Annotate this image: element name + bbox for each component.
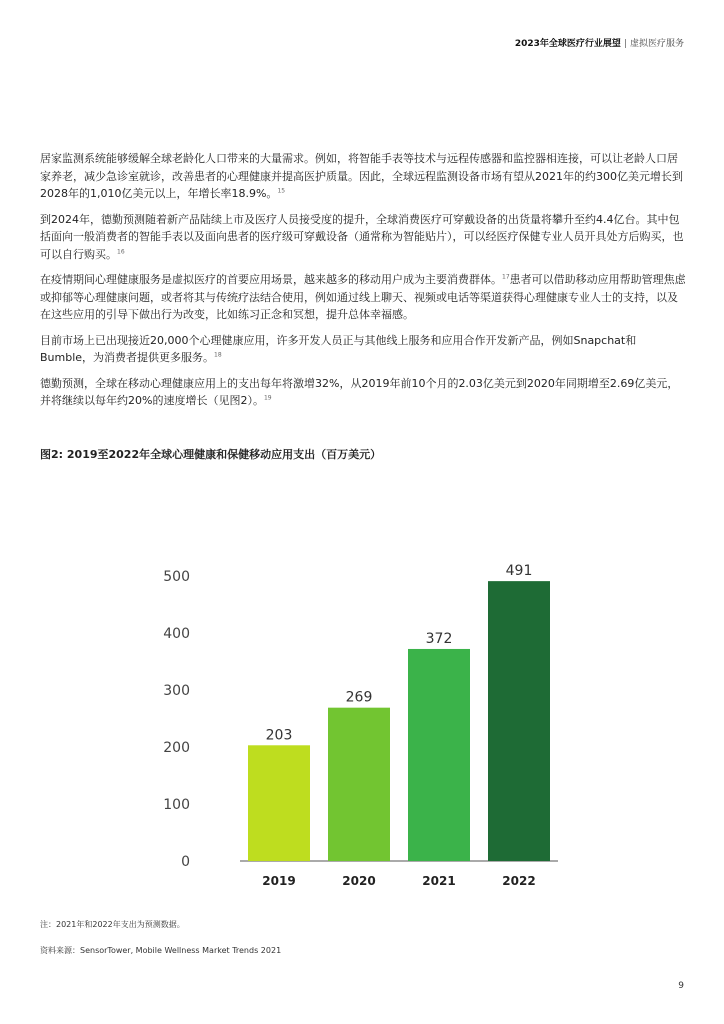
footnote-ref: 17 <box>502 273 510 281</box>
data-label: 491 <box>505 563 533 580</box>
paragraph <box>40 332 688 367</box>
chart-note: 注：2021年和2022年支出为预测数据。 <box>40 920 185 929</box>
x-tick-label: 2022 <box>502 874 536 888</box>
y-tick-label: 200 <box>163 740 190 756</box>
page-number: 9 <box>678 981 684 991</box>
footnote-ref: 15 <box>277 187 286 195</box>
paragraph-text: 患者可以借助移动应用帮助管理焦虑或抑郁等心理健康问题，或者将其与传统疗法结合使用，例如通过线上聊天、视频或电话等渠道获得心理健康专业人士的支持，以及在这些应用的引导下做出行为改变，比如练习正念和冥想，提升总体幸福感。 <box>40 273 686 321</box>
paragraph <box>40 150 688 203</box>
body-text <box>40 150 688 418</box>
bar <box>488 581 550 861</box>
footnote-ref: 18 <box>214 351 222 359</box>
page-header <box>515 36 684 49</box>
section-name: 虚拟医疗服务 <box>629 39 684 49</box>
paragraph-text: 居家监测系统能够缓解全球老龄化人口带来的大量需求。例如，将智能手表等技术与远程传感器和监控器相连接，可以让老龄人口居家养老，减少急诊室就诊，改善患者的心理健康并提高医护质量。因此，全球远程监测设备市场有望从2021年的约300亿美元增长到2028年的1,010亿美元以上，年增长率18.9%。 <box>40 152 683 200</box>
paragraph <box>40 211 688 264</box>
x-tick-label: 2020 <box>342 874 376 888</box>
report-title: 2023年全球医疗行业展望 <box>514 39 621 49</box>
bar <box>328 708 390 861</box>
x-tick-label: 2019 <box>262 874 296 888</box>
paragraph <box>40 375 688 410</box>
paragraph <box>40 271 688 324</box>
bar-chart <box>160 556 580 896</box>
bar <box>248 745 310 861</box>
x-tick-label: 2021 <box>422 874 456 888</box>
figure-caption: 图2: 2019至2022年全球心理健康和保健移动应用支出（百万美元） <box>40 448 382 461</box>
y-tick-label: 0 <box>181 854 190 870</box>
y-tick-label: 300 <box>163 683 190 699</box>
paragraph-text: 在疫情期间心理健康服务是虚拟医疗的首要应用场景，越来越多的移动用户成为主要消费群体。 <box>40 273 502 286</box>
y-tick-label: 100 <box>163 797 190 813</box>
paragraph-text: 到2024年，德勤预测随着新产品陆续上市及医疗人员接受度的提升，全球消费医疗可穿戴设备的出货量将攀升至约4.4亿台。其中包括面向一般消费者的智能手表以及面向患者的医疗级可穿戴设备（通常称为智能贴片），可以经医疗保健专业人员开具处方后购买，也可以自行购买。 <box>40 212 684 261</box>
paragraph-text: 德勤预测，全球在移动心理健康应用上的支出每年将激增32%，从2019年前10个月的2.03亿美元到2020年同期增至2.69亿美元，并将继续以每年约20%的速度增长（见图2）。 <box>40 376 679 407</box>
footnote-ref: 16 <box>117 247 125 255</box>
bar <box>408 649 470 861</box>
header-separator: | <box>623 39 627 49</box>
y-tick-label: 500 <box>163 569 190 585</box>
data-label: 203 <box>265 727 293 744</box>
y-tick-label: 400 <box>163 626 190 642</box>
data-label: 269 <box>345 689 373 706</box>
data-label: 372 <box>425 630 453 647</box>
chart-source: 资料来源：SensorTower, Mobile Wellness Market Trends 2021 <box>40 946 282 955</box>
paragraph-text: 目前市场上已出现接近20,000个心理健康应用，许多开发人员正与其他线上服务和应用合作开发新产品，例如Snapchat和Bumble，为消费者提供更多服务。 <box>40 333 637 364</box>
footnote-ref: 19 <box>263 394 272 402</box>
